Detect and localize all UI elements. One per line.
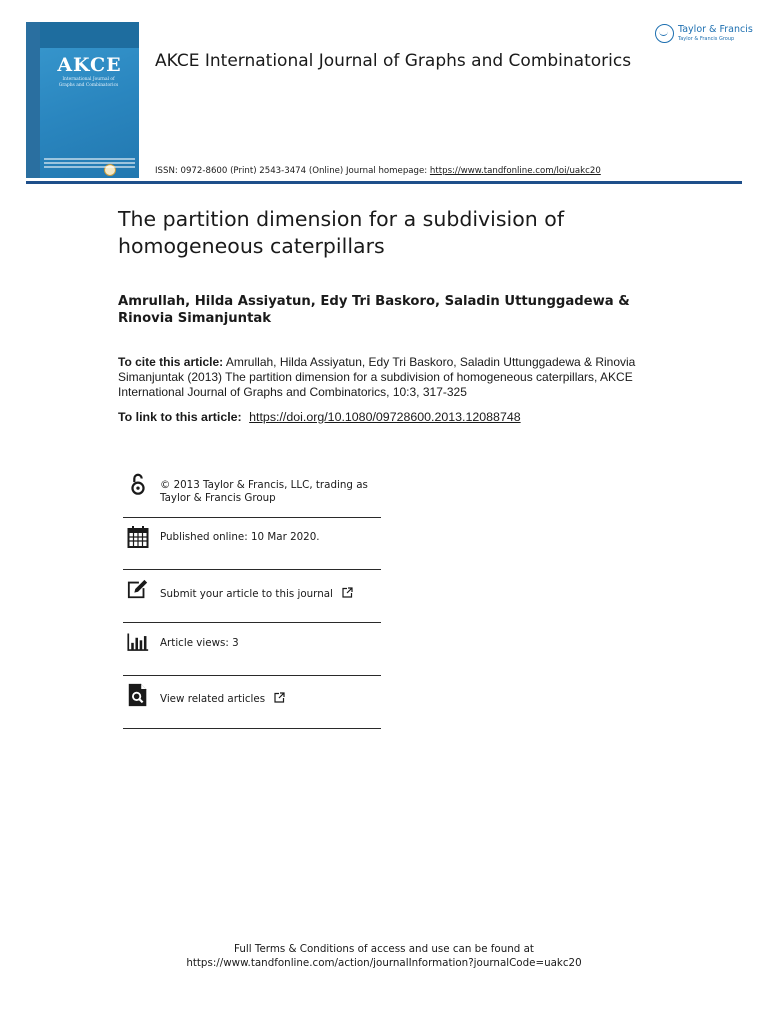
external-link-icon	[342, 587, 353, 598]
header-divider	[26, 181, 742, 184]
terms-footer	[0, 942, 768, 970]
cite-text: Amrullah, Hilda Assiyatun, Edy Tri Baskoro, Saladin Uttunggadewa & Rinovia Simanjuntak (2013) The partition dimension for a subdivision of homogeneous caterpillars, AKCE International Journal of Graphs and Combinatorics, 10:3, 317-325	[118, 355, 636, 399]
publisher-name: Taylor & Francis	[678, 24, 753, 35]
cover-side-strip	[26, 22, 40, 178]
terms-text: Full Terms & Conditions of access and use can be found at	[234, 943, 534, 955]
external-link-icon	[274, 692, 285, 703]
article-title: The partition dimension for a subdivision of homogeneous caterpillars	[118, 207, 565, 258]
doi-link[interactable]: https://doi.org/10.1080/09728600.2013.12088748	[249, 410, 521, 424]
info-divider	[123, 622, 381, 623]
calendar-icon	[127, 525, 149, 549]
cite-label: To cite this article:	[118, 355, 224, 369]
article-link-block	[118, 410, 678, 424]
journal-title: AKCE International Journal of Graphs and Combinatorics	[155, 51, 632, 71]
bar-chart-icon	[127, 630, 149, 654]
copyright-text: © 2013 Taylor & Francis, LLC, trading as Taylor & Francis Group	[160, 479, 368, 504]
publisher-logo-icon	[655, 24, 674, 43]
related-row[interactable]	[123, 683, 381, 723]
view-related-articles-link[interactable]: View related articles	[160, 692, 285, 706]
edit-icon	[127, 577, 149, 601]
publisher-logo	[655, 22, 753, 46]
info-divider	[123, 569, 381, 570]
search-document-icon	[127, 683, 149, 707]
publisher-group: Taylor & Francis Group	[678, 36, 735, 42]
journal-homepage-link[interactable]: https://www.tandfonline.com/loi/uakc20	[429, 166, 601, 176]
cover-footer-lines	[44, 158, 135, 172]
cover-top-band	[40, 22, 139, 48]
issn-line	[155, 166, 601, 176]
submit-article-link[interactable]: Submit your article to this journal	[160, 587, 353, 601]
open-access-icon	[127, 472, 149, 496]
submit-row[interactable]	[123, 577, 381, 617]
issn-text: ISSN: 0972-8600 (Print) 2543-3474 (Online) Journal homepage:	[155, 166, 428, 176]
views-row	[123, 630, 381, 670]
article-views: Article views: 3	[160, 637, 239, 649]
article-authors: Amrullah, Hilda Assiyatun, Edy Tri Baskoro, Saladin Uttunggadewa & Rinovia Simanjuntak	[118, 294, 630, 326]
info-divider	[123, 728, 381, 729]
info-divider	[123, 517, 381, 518]
published-date: Published online: 10 Mar 2020.	[160, 531, 320, 543]
journal-cover-image	[26, 22, 139, 178]
published-row	[123, 524, 381, 564]
citation-block	[118, 355, 678, 400]
cover-title: AKCE	[57, 54, 122, 76]
copyright-row	[123, 472, 381, 512]
cover-subtitle: International Journal of Graphs and Combinatorics	[58, 77, 119, 88]
link-label: To link to this article:	[118, 410, 242, 424]
terms-url[interactable]: https://www.tandfonline.com/action/journalInformation?journalCode=uakc20	[186, 957, 582, 969]
info-divider	[123, 675, 381, 676]
